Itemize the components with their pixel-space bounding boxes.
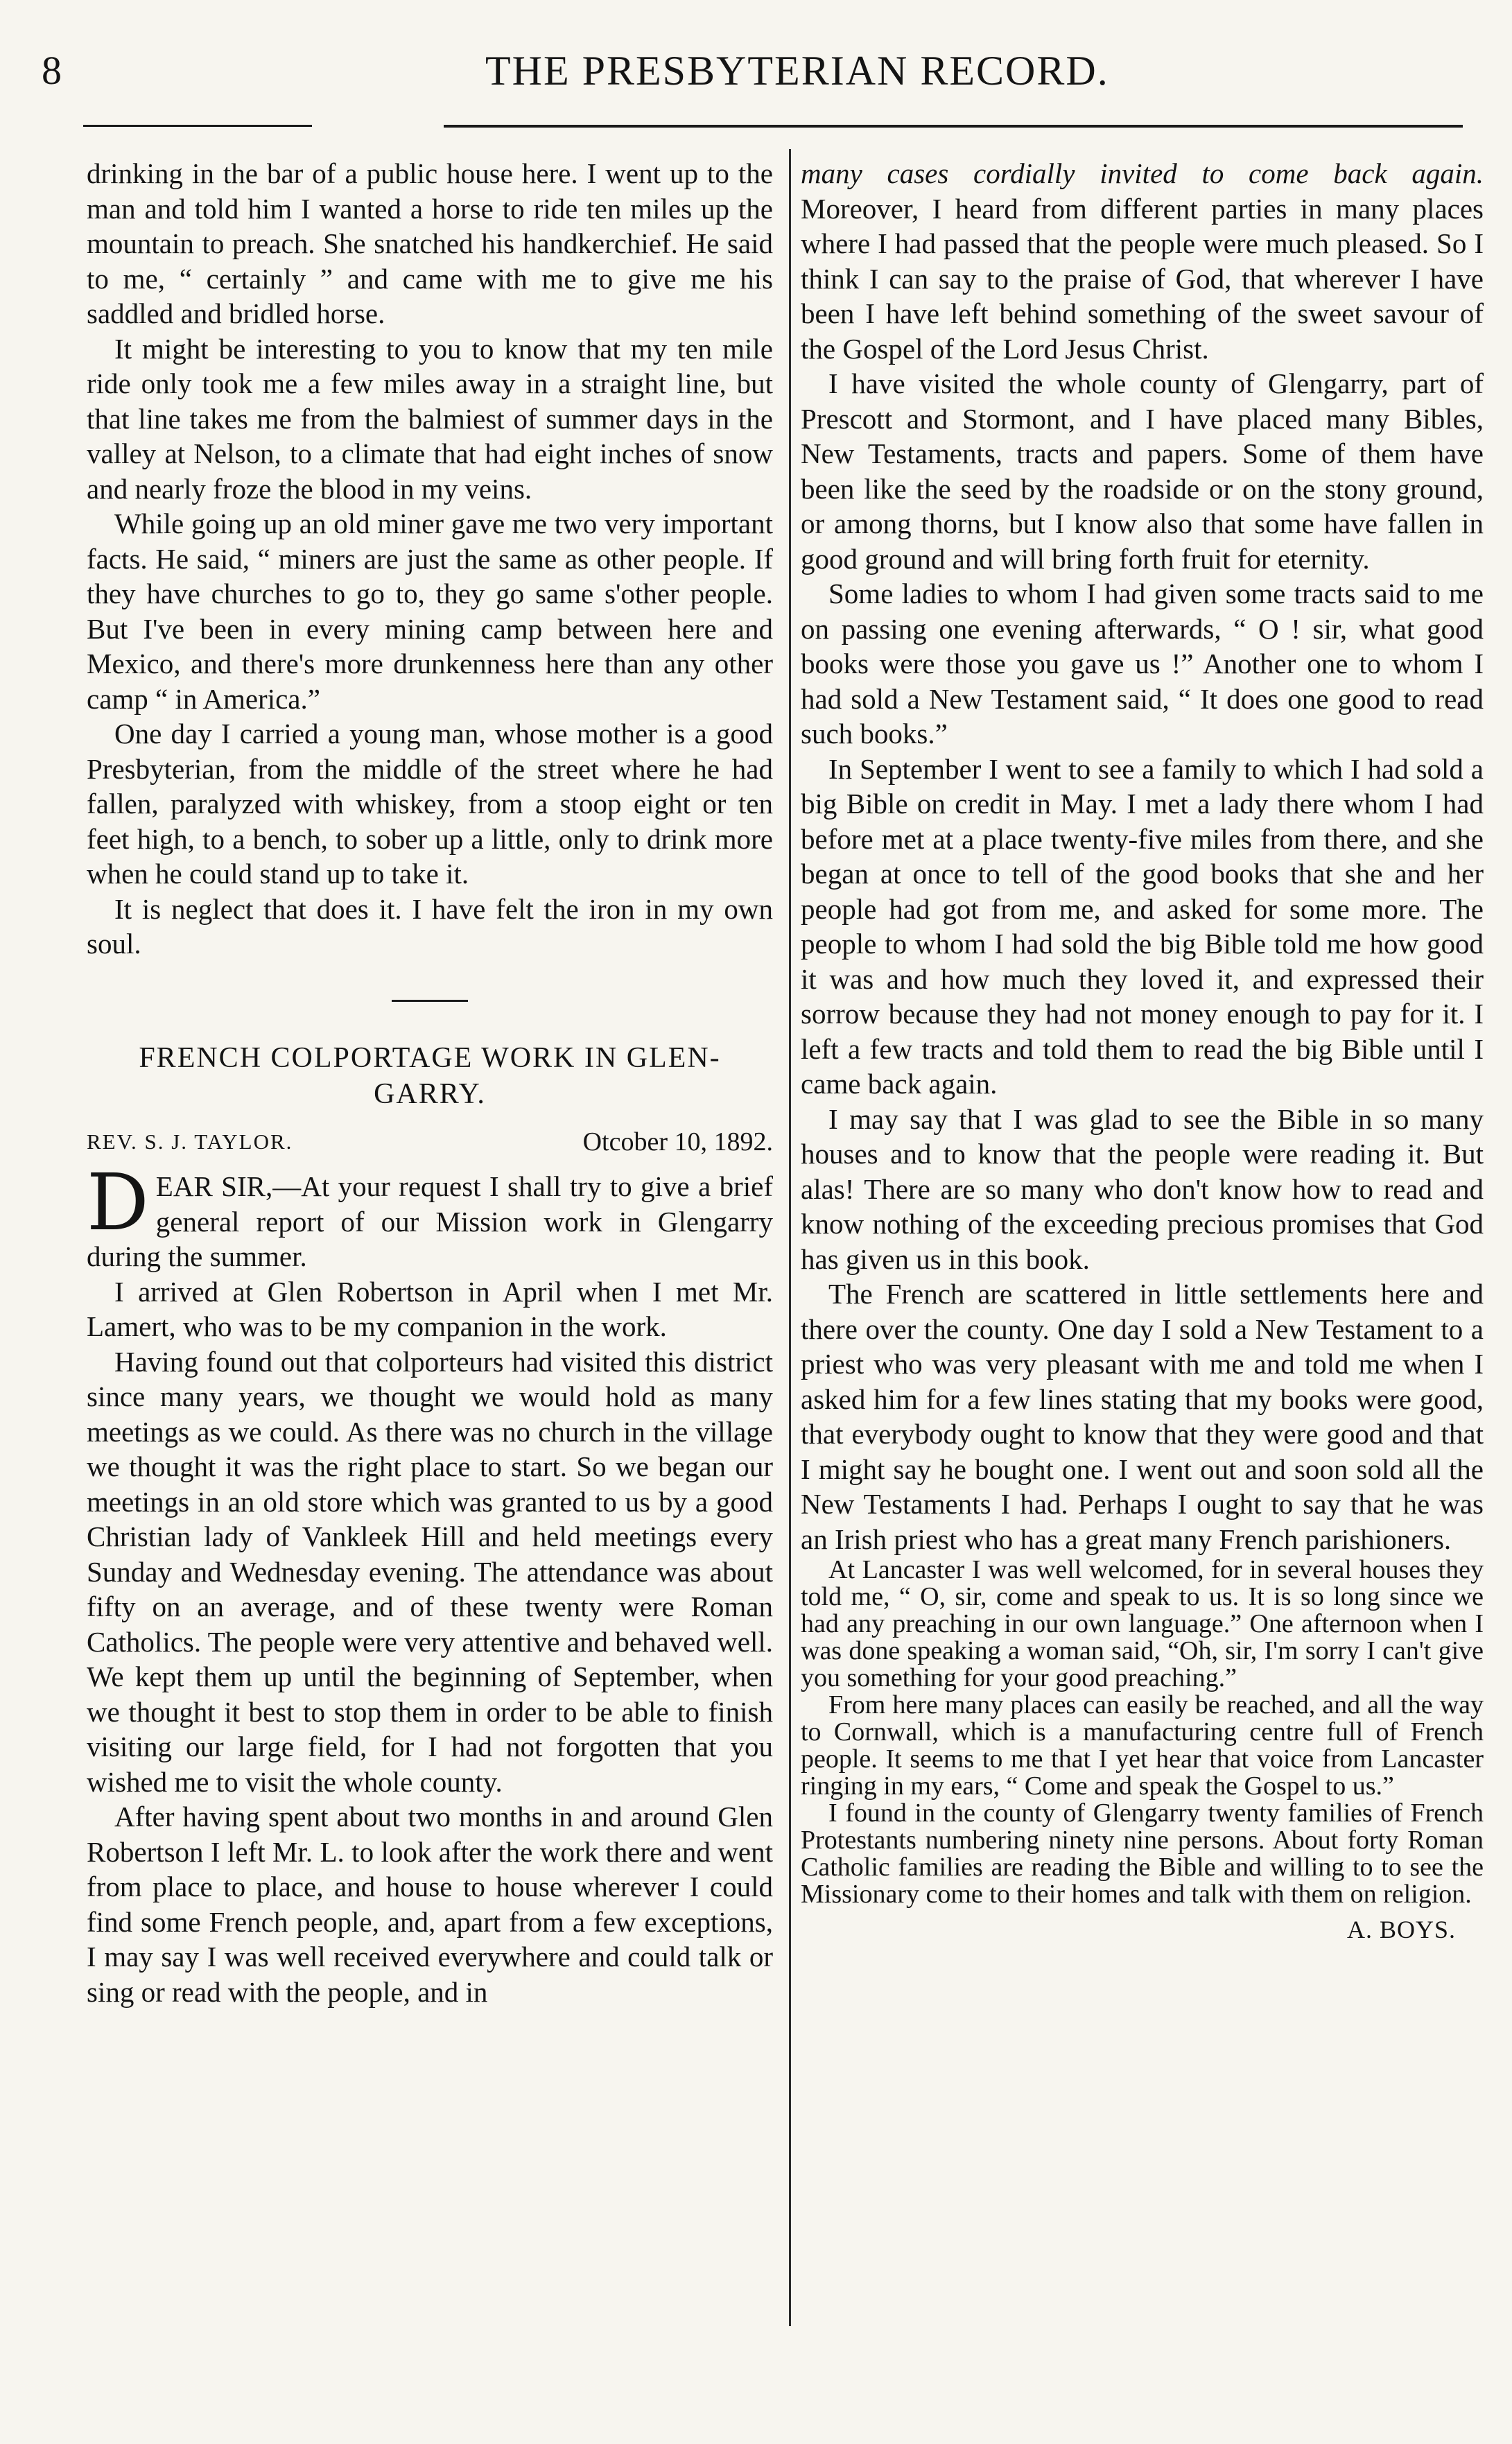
byline-author: REV. S. J. TAYLOR. bbox=[87, 1129, 293, 1154]
column-divider bbox=[789, 149, 791, 2326]
paragraph: I arrived at Glen Robertson in April when I met Mr. Lamert, who was to be my companion in the work. bbox=[87, 1275, 773, 1342]
paragraph: In September I went to see a family to which I had sold a big Bible on credit in May. I met a lady there whom I had before met at a place twenty-five miles from there, and she began at once to tell of the good books that she and her people had got from me, and asked for some more. The people to whom I had sold the big Bible told me how good it was and how much they loved it, and expressed their sorrow because they had not money enough to pay for it. I left a few tracts and told them to read the big Bible until I came back again. bbox=[801, 752, 1484, 1100]
paragraph: While going up an old miner gave me two very important facts. He said, “ miners are just the same as other people. If they have churches to go to, they go same s'other people. But I've been in every mining camp between here and Mexico, and there's more drunkenness here than any other camp “ in America.” bbox=[87, 508, 773, 715]
paragraph: At Lancaster I was well welcomed, for in several houses they told me, “ O, sir, come and speak to us. It is so long since we had any preaching in our own language.” One afternoon when I was done speaking a woman said, “Oh, sir, I'm sorry I can't give you something for your good preaching.” bbox=[801, 1555, 1484, 1692]
letter-opening bbox=[87, 1158, 773, 1274]
byline bbox=[87, 1125, 773, 1160]
paragraph-continuation: Moreover, I heard from different parties in many places where I had passed that the people were much pleased. So I think I can say to the praise of God, that wherever I have been I have left behind something of the sweet savour of the Gospel of the Lord Jesus Christ. bbox=[801, 192, 1484, 365]
section-divider bbox=[392, 1000, 468, 1002]
signature: A. BOYS. bbox=[1346, 1916, 1456, 1943]
paragraph: It is neglect that does it. I have felt the iron in my own soul. bbox=[87, 892, 773, 960]
paragraph: After having spent about two months in and around Glen Robertson I left Mr. L. to look after the work there and went from place to place, and house to house wherever I could find some French people, and, apart from a few exceptions, I may say I was well received everywhere and could talk or sing or read with the people, and in bbox=[87, 1801, 773, 2008]
paragraph: drinking in the bar of a public house here. I went up to the man and told him I wanted a horse to ride ten miles up the mountain to preach. She snatched his handkerchief. He said to me, “ certainly ” and came with me to give me his saddled and bridled horse. bbox=[87, 157, 773, 329]
paragraph: —At your request I shall try to give a brief general report of our Mission work in Glengarry during the summer. bbox=[87, 1170, 773, 1272]
right-column bbox=[801, 156, 1484, 1948]
paragraph: From here many places can easily be reached, and all the way to Cornwall, which is a manufacturing centre full of French people. It seems to me that I yet hear that voice from Lancaster ringing in my ears, “ Come and speak the Gospel to us.” bbox=[801, 1690, 1484, 1801]
left-column bbox=[87, 156, 773, 2009]
paragraph bbox=[801, 156, 1484, 366]
header-rule-right bbox=[444, 125, 1463, 128]
drop-cap: D bbox=[87, 1158, 149, 1248]
italic-phrase: many cases cordially invited to come back again. bbox=[801, 157, 1484, 189]
paragraph: The French are scattered in little settlements here and there over the county. One day I sold a New Testament to a priest who was very pleasant with me and told me when I asked him for a few lines stating that my books were good, that everybody ought to know that they were good and that I might say he bought one. I went out and soon sold all the New Testaments I had. Perhaps I ought to say that he was an Irish priest who has a great many French parishioners. bbox=[801, 1278, 1484, 1555]
byline-date: Otcober 10, 1892. bbox=[582, 1127, 773, 1156]
running-title: THE PRESBYTERIAN RECORD. bbox=[485, 48, 1109, 94]
paragraph: I may say that I was glad to see the Bible in so many houses and to know that the people were reading it. But alas! There are so many who don't know how to read and know nothing of the exceeding precious promises that God has given us in this book. bbox=[801, 1102, 1484, 1275]
paragraph: It might be interesting to you to know that my ten mile ride only took me a few miles away in a straight line, but that line takes me from the balmiest of summer days in the valley at Nelson, to a climate that had eight inches of snow and nearly froze the blood in my veins. bbox=[87, 332, 773, 505]
section-title: FRENCH COLPORTAGE WORK IN GLEN-GARRY. bbox=[139, 1041, 721, 1110]
page-number: 8 bbox=[42, 48, 62, 93]
page-header bbox=[0, 0, 1512, 132]
paragraph: Some ladies to whom I had given some tracts said to me on passing one evening afterwards, “ O ! sir, what good books were those you gave us !” Another one to whom I had sold a New Testament said, “ It does one good to read such books.” bbox=[801, 578, 1484, 749]
paragraph: I have visited the whole county of Glengarry, part of Prescott and Stormont, and I have placed many Bibles, New Testaments, tracts and papers. Some of them have been like the seed by the roadside or on the stony ground, or among thorns, but I know also that some have fallen in good ground and will bring forth fruit for eternity. bbox=[801, 367, 1484, 575]
paragraph: I found in the county of Glengarry twenty families of French Protestants numbering ninety nine persons. About forty Roman Catholic families are reading the Bible and willing to to see the Missionary come to their homes and talk with them on religion. bbox=[801, 1799, 1484, 1909]
header-rule-left bbox=[83, 125, 312, 127]
salutation: EAR SIR, bbox=[155, 1170, 273, 1202]
paragraph: Having found out that colporteurs had visited this district since many years, we thought we would hold as many meetings as we could. As there was no church in the village we thought it was the right place to start. So we began our meetings in an old store which was granted to us by a good Christian lady of Vankleek Hill and held meetings every Sunday and Wednesday evening. The attendance was about fifty on an average, and of these twenty were Roman Catholics. The people were very attentive and behaved well. We kept them up until the beginning of September, when we thought it best to stop them in order to be able to finish visiting our large field, for I had not forgotten that you wished me to visit the whole county. bbox=[87, 1345, 773, 1798]
paragraph: One day I carried a young man, whose mother is a good Presbyterian, from the middle of the street where he had fallen, paralyzed with whiskey, from a stoop eight or ten feet high, to a bench, to sober up a little, only to drink more when he could stand up to take it. bbox=[87, 718, 773, 890]
